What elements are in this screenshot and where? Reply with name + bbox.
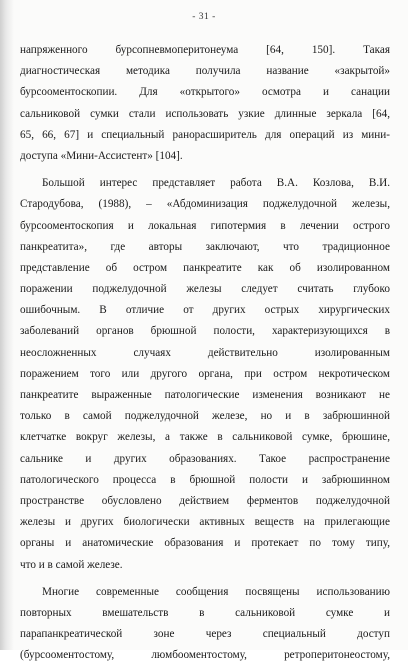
text-line: представление об остром панкреатите как об изолированном [20, 261, 390, 274]
text-line: бурсооментоскопия и локальная гипотермия в лечении острого [20, 219, 390, 232]
text-line: панкреатите выраженные патологические изменения возникают не [20, 389, 390, 401]
text-line: поражении поджелудочной железы следует считать глубоко [20, 283, 390, 296]
document-text-body [20, 40, 390, 666]
text-line: патологического процесса в брюшной полости и забрюшинном [20, 473, 390, 486]
text-line: повторных вмешательств в сальниковой сумке и [20, 606, 390, 619]
text-line: 65, 66, 67] и специальный ранорасширитель для операций из мини- [20, 128, 390, 141]
text-line: поражением того или другого органа, при остром некротическом [20, 367, 390, 380]
text-line: диагностическая методика получила название «закрытой» [20, 65, 390, 78]
text-line: Большой интерес представляет работа В.А. Козлова, В.И. [42, 177, 390, 190]
text-line: бурсооментоскопии. Для «открытого» осмотра и санации [20, 86, 390, 99]
text-line: Многие современные сообщения посвящены использованию [42, 585, 390, 598]
text-line: сальнике и других образованиях. Такое распространение [20, 452, 390, 465]
paragraph-3 [20, 582, 390, 666]
paragraph-1 [20, 40, 390, 167]
text-line: органы и анатомические образования и протекает по тому типу, [20, 537, 390, 550]
text-line: парапанкреатической зоне через специальный доступ [20, 628, 390, 641]
text-line: панкреатита», где авторы заключают, что традиционное [20, 240, 390, 253]
text-line: железы и других биологически активных веществ на прилегающие [20, 516, 390, 529]
text-line: заболеваний органов брюшной полости, характеризующихся в [20, 325, 390, 338]
text-line: (бурсооментостому, люмбооментостому, ретроперитонеостому, [20, 649, 390, 662]
text-line: только в самой поджелудочной железе, но и в забрюшинной [20, 410, 390, 423]
paragraph-2 [20, 173, 390, 576]
scan-shadow-edge [0, 0, 14, 650]
page-number: - 31 - [192, 12, 216, 22]
text-line: напряженного бурсопневмоперитонеума [64, 150]. Такая [20, 44, 390, 56]
text-line: ошибочным. В отличие от других острых хирургических [20, 304, 390, 317]
text-line: неосложненных случаях действительно изолированным [20, 346, 390, 359]
text-line: сальниковой сумки стали использовать узкие длинные зеркала [64, [20, 107, 390, 120]
text-line: клетчатке вокруг железы, а также в сальниковой сумке, брюшине, [20, 431, 390, 444]
text-line: Стародубова, (1988), – «Абдоминизация поджелудочной железы, [20, 198, 390, 211]
text-line: пространстве обусловлено действием ферментов поджелудочной [20, 494, 390, 507]
text-line: доступа «Мини-Ассистент» [104]. [20, 149, 183, 162]
text-line: что и в самой железе. [20, 558, 123, 571]
